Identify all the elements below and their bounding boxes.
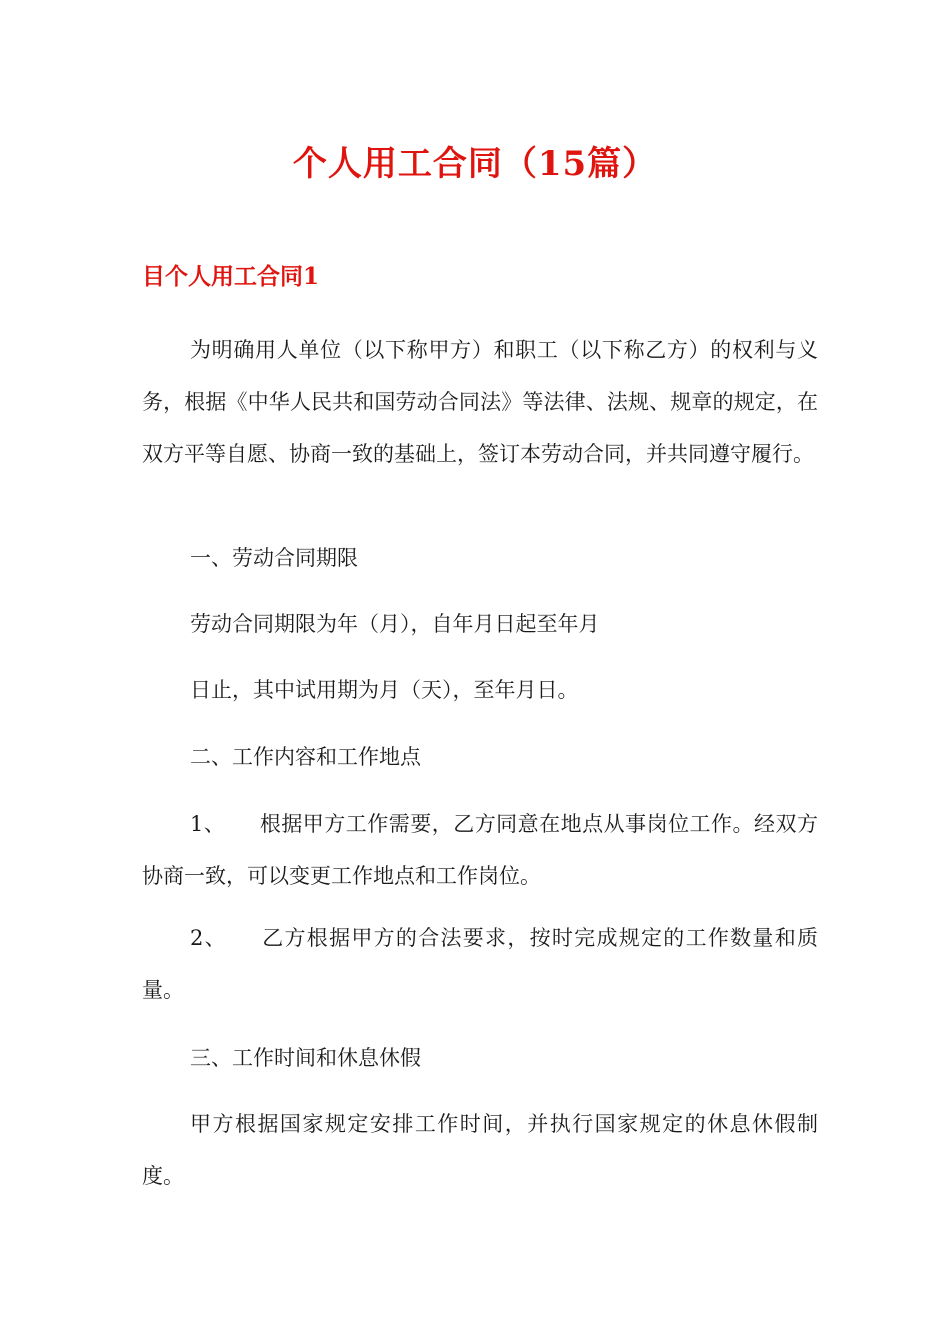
clause2-heading: 二、工作内容和工作地点	[190, 745, 421, 769]
clause2-item2-text: 乙方根据甲方的合法要求，按时完成规定的工作数量和质量。	[142, 926, 818, 1002]
section-heading: 目个人用工合同1	[142, 263, 320, 290]
clause2-item1	[142, 798, 818, 902]
clause2-item1-number: 1、	[190, 812, 226, 836]
clause1-line1: 劳动合同期限为年（月），自年月日起至年月	[190, 612, 600, 636]
clause2-item1-text: 根据甲方工作需要，乙方同意在地点从事岗位工作。经双方协商一致，可以变更工作地点和工作岗位。	[142, 812, 818, 888]
clause2-item2	[142, 912, 818, 1016]
clause2-item2-number: 2、	[190, 926, 227, 950]
document-title: 个人用工合同（15篇）	[292, 144, 658, 184]
clause1-line2: 日止，其中试用期为月（天），至年月日。	[190, 678, 579, 702]
clause3-heading: 三、工作时间和休息休假	[190, 1046, 421, 1070]
clause1-heading: 一、劳动合同期限	[190, 546, 358, 570]
intro-paragraph: 为明确用人单位（以下称甲方）和职工（以下称乙方）的权利与义务，根据《中华人民共和国劳动合同法》等法律、法规、规章的规定，在双方平等自愿、协商一致的基础上，签订本劳动合同，并共同遵守履行。	[142, 338, 818, 466]
clause3-paragraph: 甲方根据国家规定安排工作时间，并执行国家规定的休息休假制度。	[142, 1112, 818, 1188]
